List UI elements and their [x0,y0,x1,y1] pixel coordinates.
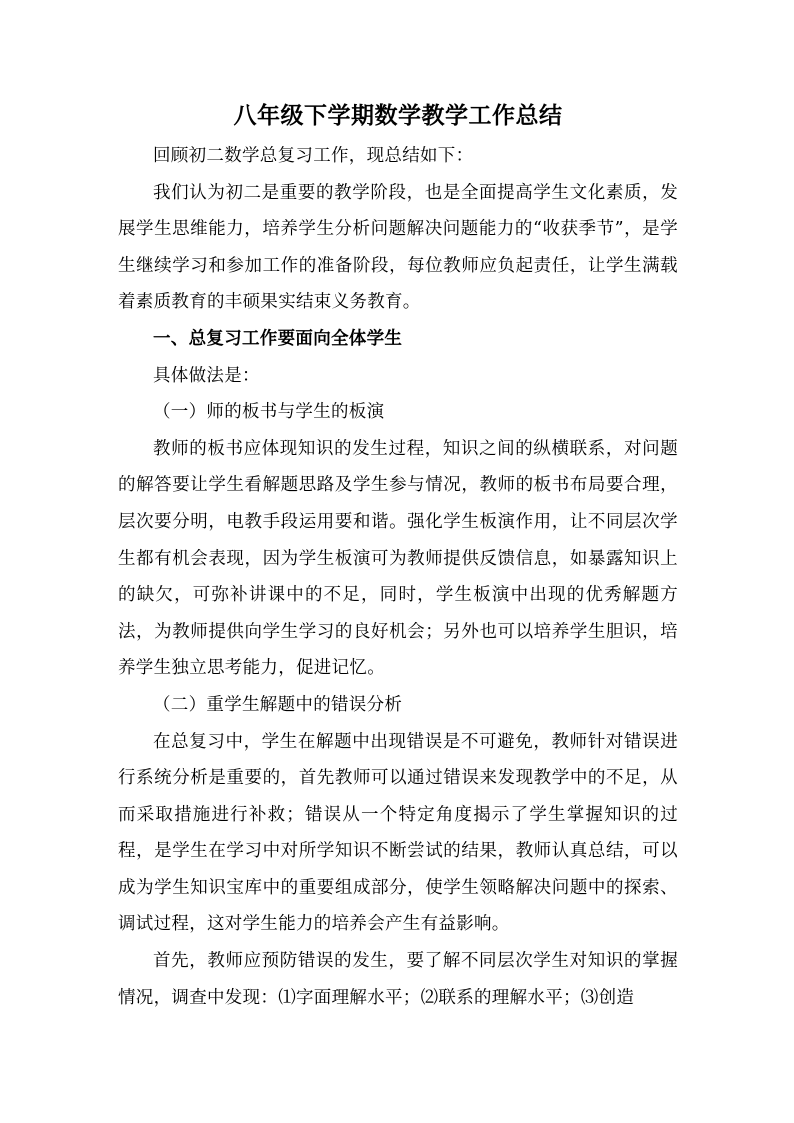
subsection-heading: （一）师的板书与学生的板演 [153,402,385,423]
document-page [118,98,678,1016]
body-paragraph: 我们认为初二是重要的教学阶段，也是全面提高学生文化素质，发展学生思维能力，培养学生分析问题解决问题能力的“收获季节”，是学生继续学习和参加工作的准备阶段，每位教师应负起责任，让学生满载着素质教育的丰硕果实结束义务教育。 [118,182,678,313]
document-title: 八年级下学期数学教学工作总结 [233,102,563,129]
subsection-heading: （二）重学生解题中的错误分析 [153,694,403,715]
intro-paragraph: 回顾初二数学总复习工作，现总结如下： [153,146,474,166]
body-paragraph: 教师的板书应体现知识的发生过程，知识之间的纵横联系，对问题的解答要让学生看解题思路及学生参与情况，教师的板书布局要合理，层次要分明，电教手段运用要和谐。强化学生板演作用，让不同层次学生都有机会表现，因为学生板演可为教师提供反馈信息，如暴露知识上的缺欠，可弥补讲课中的不足，同时，学生板演中出现的优秀解题方法，为教师提供向学生学习的良好机会；另外也可以培养学生胆识，培养学生独立思考能力，促进记忆。 [118,438,678,679]
body-paragraph: 具体做法是： [153,365,260,386]
section-heading: 一、总复习工作要面向全体学生 [153,328,403,349]
body-paragraph: 首先，教师应预防错误的发生，要了解不同层次学生对知识的掌握情况，调查中发现：⑴字面理解水平；⑵联系的理解水平；⑶创造 [118,951,678,1008]
body-paragraph: 在总复习中，学生在解题中出现错误是不可避免，教师针对错误进行系统分析是重要的，首先教师可以通过错误来发现教学中的不足，从而采取措施进行补救；错误从一个特定角度揭示了学生掌握知识的过程，是学生在学习中对所学知识不断尝试的结果，教师认真总结，可以成为学生知识宝库中的重要组成部分，使学生领略解决问题中的探索、调试过程，这对学生能力的培养会产生有益影响。 [118,731,678,935]
